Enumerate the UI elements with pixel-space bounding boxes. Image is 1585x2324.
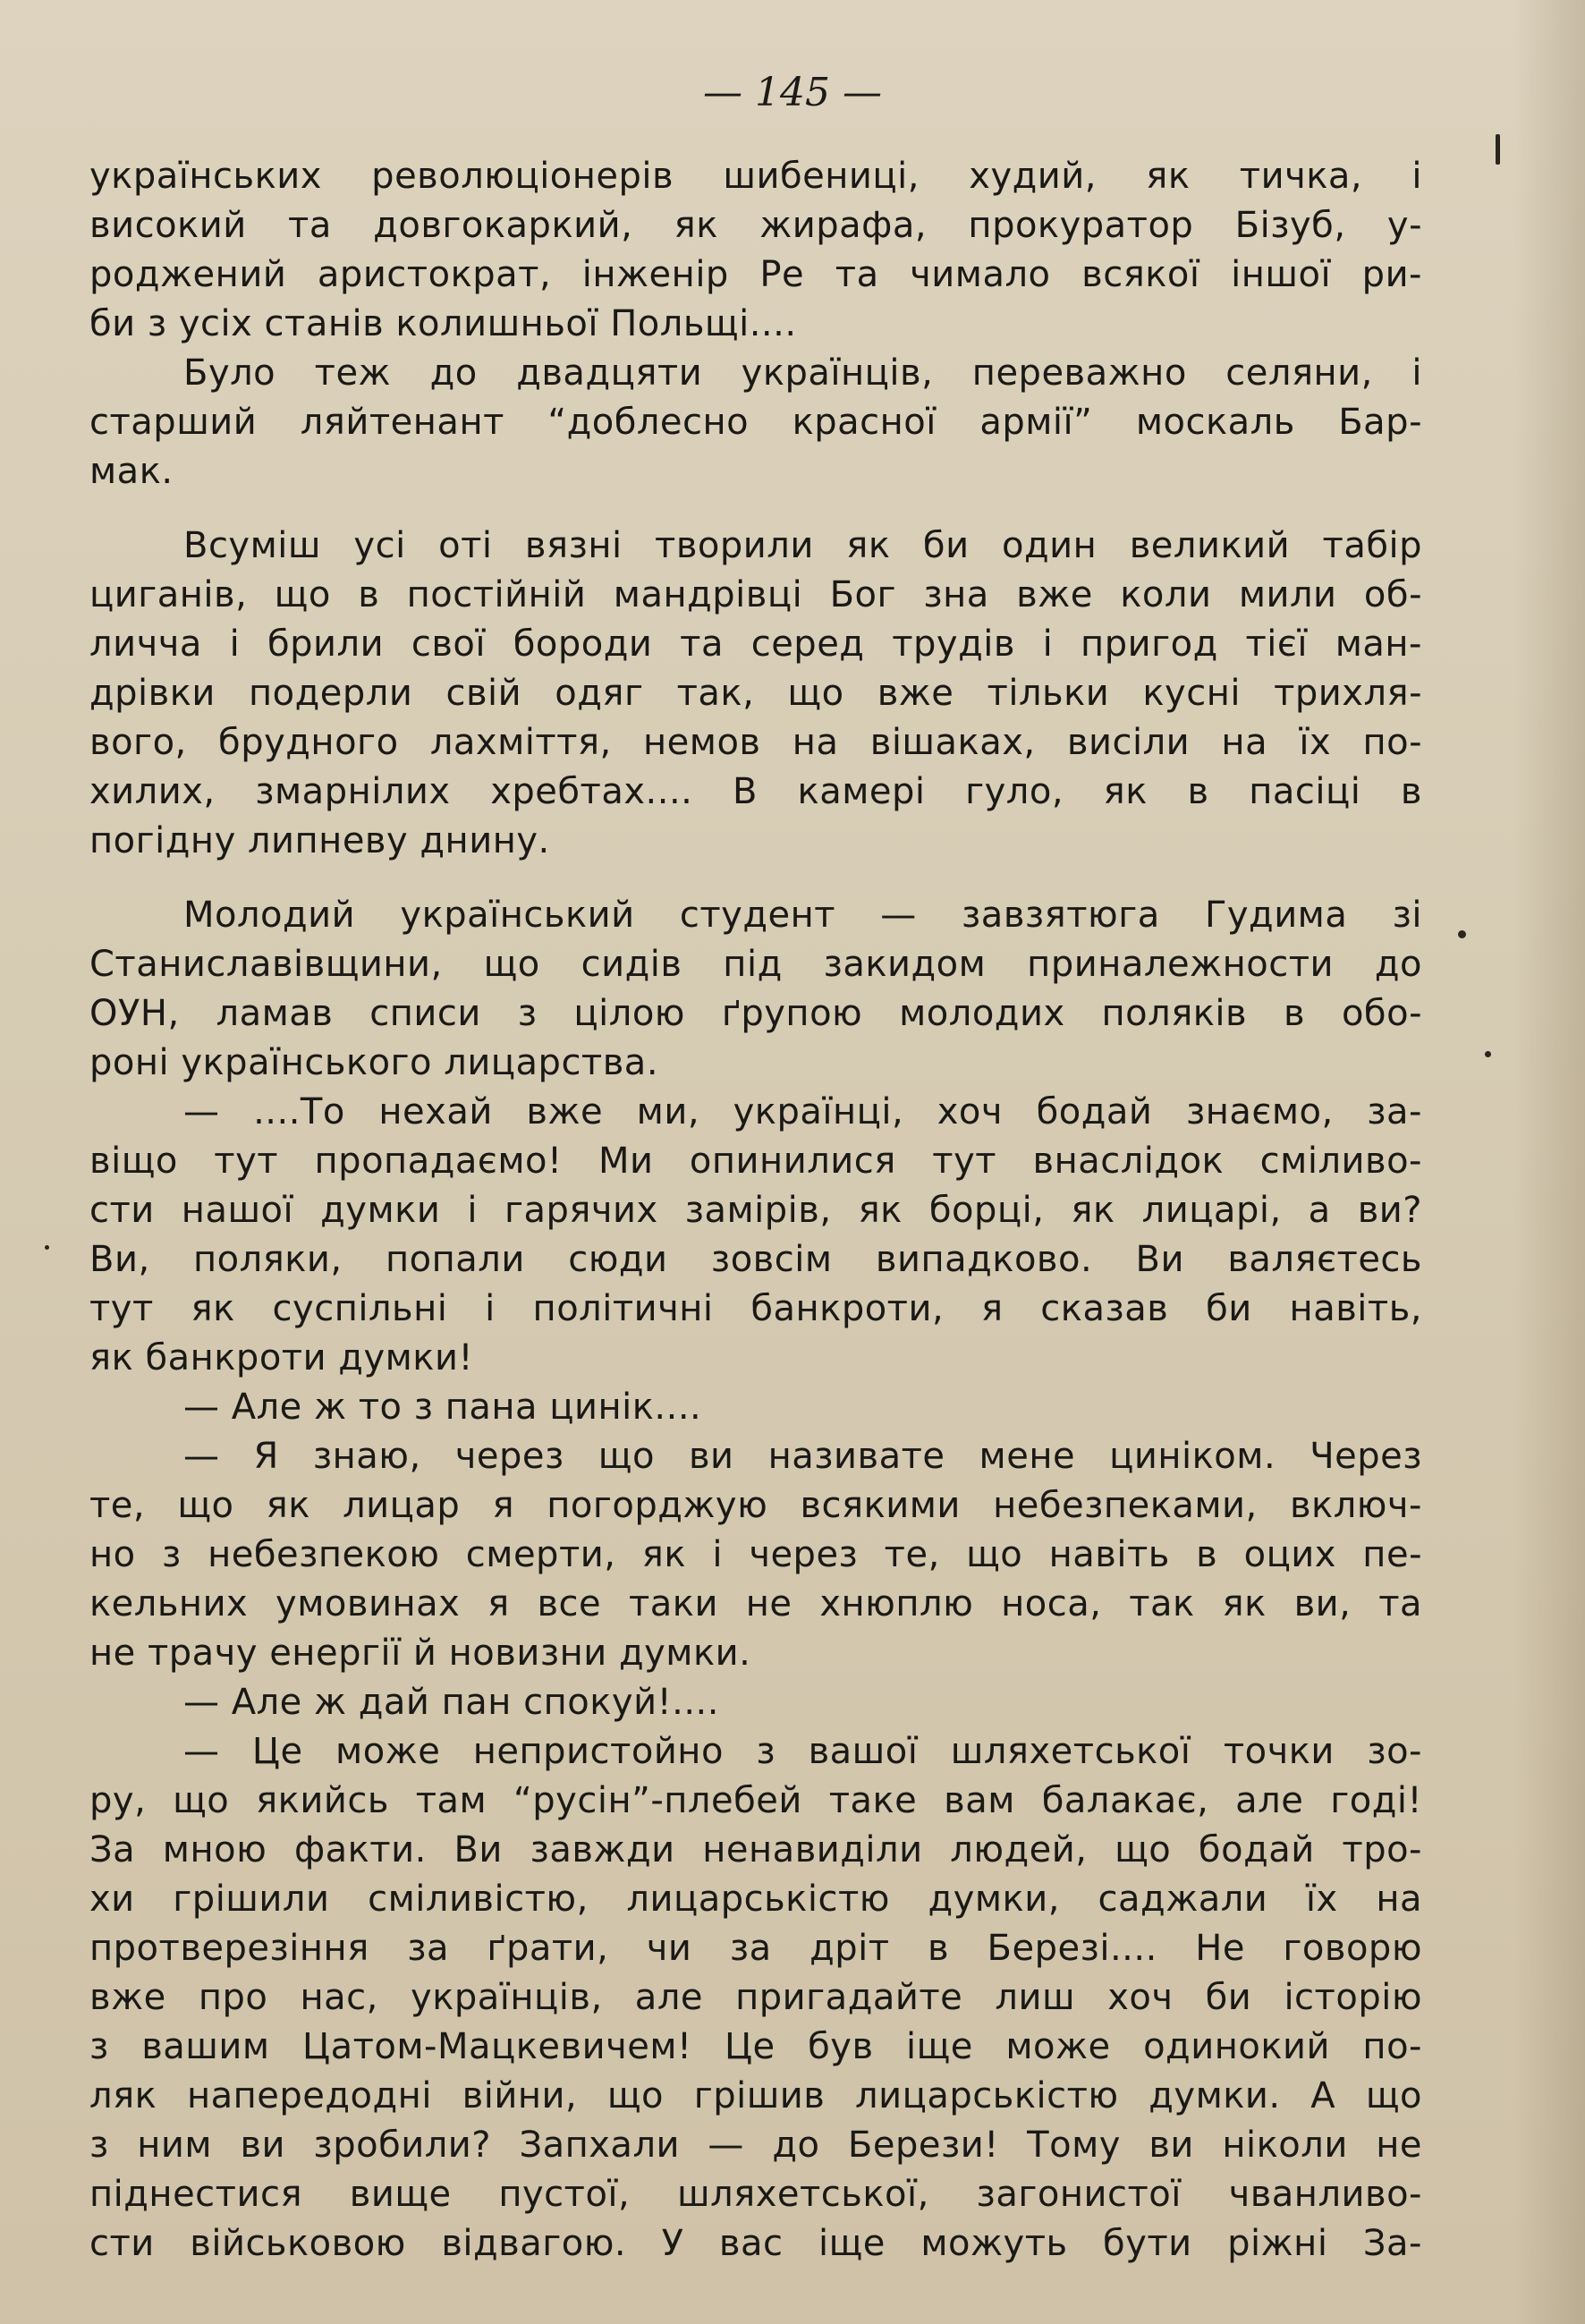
text-line: — Я знаю, через що ви називате мене циніком. Через [183, 1436, 1422, 1477]
text-line: ляк напередодні війни, що грішив лицарськістю думки. А що [89, 2075, 1422, 2116]
text-line: но з небезпекою смерти, як і через те, що навіть в оцих пе- [89, 1534, 1422, 1575]
page-edge-shadow [1513, 0, 1585, 2324]
text-line: протверезіння за ґрати, чи за дріт в Березі.... Не говорю [89, 1928, 1422, 1969]
text-line: роджений аристократ, інженір Ре та чимало всякої іншої ри- [89, 254, 1422, 295]
text-line: Станиславівщини, що сидів під закидом приналежности до [89, 944, 1422, 985]
ink-speck [1485, 1051, 1491, 1057]
paragraph-gap [89, 866, 1422, 891]
paragraph-gap [89, 496, 1422, 522]
text-line: — Але ж дай пан спокуй!.... [183, 1682, 719, 1723]
text-line: з вашим Цатом-Мацкевичем! Це був іще може одинокий по- [89, 2026, 1422, 2067]
ink-speck [45, 1245, 49, 1250]
text-line: хилих, змарнілих хребтах.... В камері гуло, як в пасіці в [89, 771, 1422, 812]
text-line: — Це може непристойно з вашої шляхетської точки зо- [183, 1731, 1422, 1772]
text-line: За мною факти. Ви завжди ненавиділи людей, що бодай тро- [89, 1829, 1422, 1870]
text-line: вого, брудного лахміття, немов на вішаках, висіли на їх по- [89, 722, 1422, 763]
text-line: віщо тут пропадаємо! Ми опинилися тут внаслідок сміливо- [89, 1141, 1422, 1182]
text-line: личча і брили свої бороди та серед трудів і пригод тієї ман- [89, 623, 1422, 665]
text-line: вже про нас, українців, але пригадайте лиш хоч би історію [89, 1977, 1422, 2018]
text-line: старший ляйтенант “доблесно красної армії” москаль Бар- [89, 402, 1422, 443]
page-number: — 145 — [703, 70, 882, 115]
text-line: піднестися вище пустої, шляхетської, загонистої чванливо- [89, 2174, 1422, 2215]
text-line: з ним ви зробили? Запхали — до Берези! Тому ви ніколи не [89, 2125, 1422, 2166]
text-line: — Але ж то з пана цинік.... [183, 1387, 702, 1428]
text-line: кельних умовинах я все таки не хнюплю носа, так як ви, та [89, 1583, 1422, 1624]
text-line: ОУН, ламав списи з цілою ґрупою молодих поляків в обо- [89, 993, 1422, 1034]
text-line: ру, що якийсь там “русін”-плебей таке вам балакає, але годі! [89, 1780, 1422, 1821]
text-line: хи грішили сміливістю, лицарськістю думки, саджали їх на [89, 1879, 1422, 1920]
text-line: би з усіх станів колишньої Польщі.... [89, 303, 797, 344]
text-line: Було теж до двадцяти українців, переважно селяни, і [183, 352, 1422, 394]
text-line: сти військовою відвагою. У вас іще можуть бути ріжні За- [89, 2223, 1422, 2264]
text-line: дрівки подерли свій одяг так, що вже тільки кусні трихля- [89, 673, 1422, 714]
text-line: те, що як лицар я погорджую всякими небезпеками, включ- [89, 1485, 1422, 1526]
text-line: мак. [89, 451, 174, 492]
text-line: тут як суспільні і політичні банкроти, я сказав би навіть, [89, 1288, 1422, 1329]
ink-speck [1496, 134, 1500, 165]
text-line: Молодий український студент — завзятюга Гудима зі [183, 895, 1422, 936]
ink-speck [1458, 930, 1466, 938]
text-line: високий та довгокаркий, як жирафа, прокуратор Бізуб, у- [89, 205, 1422, 246]
text-line: як банкроти думки! [89, 1337, 473, 1378]
text-line: — ....То нехай вже ми, українці, хоч бодай знаємо, за- [183, 1091, 1422, 1132]
text-line: сти нашої думки і гарячих замірів, як борці, як лицарі, а ви? [89, 1190, 1422, 1231]
text-line: не трачу енергії й новизни думки. [89, 1633, 751, 1674]
text-line: Ви, поляки, попали сюди зовсім випадково. Ви валяєтесь [89, 1239, 1422, 1280]
text-line: Всуміш усі оті вязні творили як би один великий табір [183, 525, 1422, 566]
text-line: українських революціонерів шибениці, худий, як тичка, і [89, 156, 1422, 197]
text-line: циганів, що в постійній мандрівці Бог зна вже коли мили об- [89, 574, 1422, 615]
body-text [89, 152, 1422, 2269]
text-line: роні українського лицарства. [89, 1042, 659, 1083]
text-line: погідну липневу днину. [89, 820, 550, 861]
